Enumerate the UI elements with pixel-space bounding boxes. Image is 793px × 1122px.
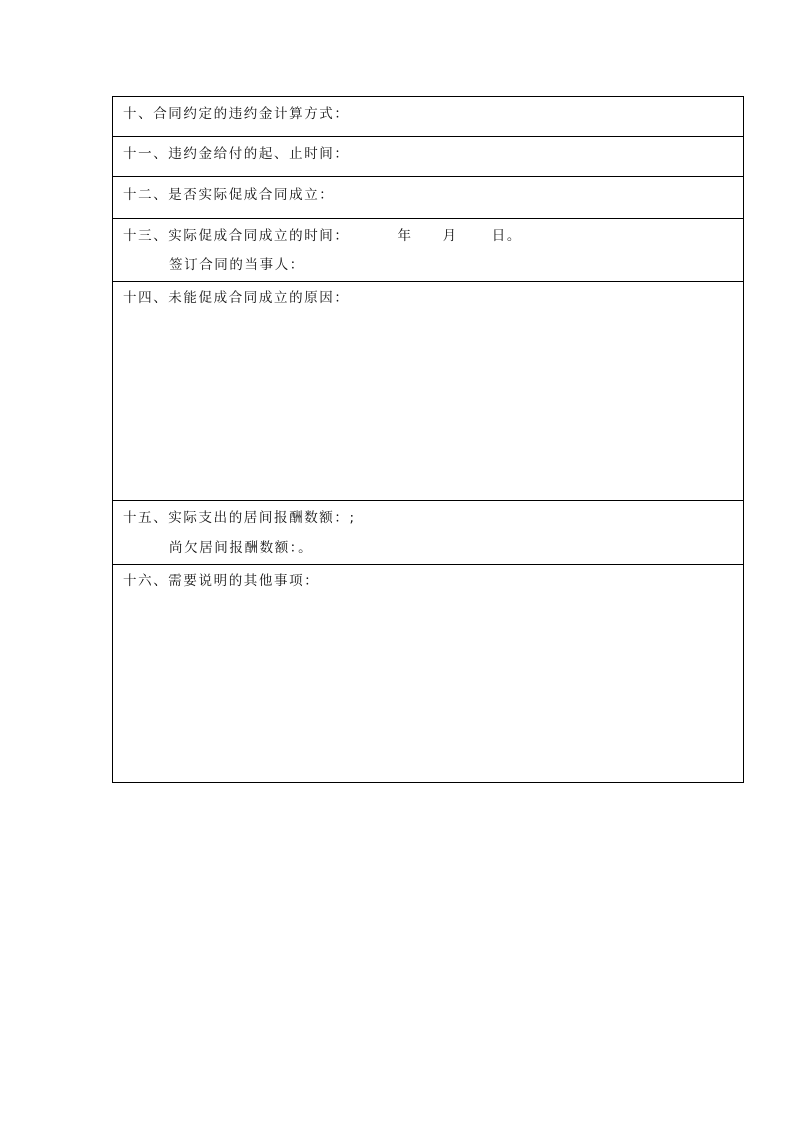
remuneration-owed-label: 尚欠居间报酬数额：。: [169, 540, 314, 556]
year-label: 年: [397, 228, 413, 244]
row-failure-reason: [113, 281, 743, 500]
contract-time-line: [123, 220, 733, 252]
mediation-form-table: [112, 96, 744, 783]
penalty-period-label: 十一、违约金给付的起、止时间：: [123, 146, 350, 162]
other-matters-label: 十六、需要说明的其他事项：: [123, 573, 320, 589]
penalty-method-label: 十、合同约定的违约金计算方式：: [123, 106, 350, 122]
row-contract-facilitated: [113, 176, 743, 218]
month-label: 月: [442, 228, 458, 244]
day-label: 日。: [491, 228, 522, 244]
row-penalty-period: [113, 136, 743, 176]
row-penalty-method: [113, 97, 743, 136]
contract-time-label: 十三、实际促成合同成立的时间：: [123, 228, 350, 244]
remuneration-paid-label: 十五、实际支出的居间报酬数额：;: [123, 510, 356, 526]
failure-reason-label: 十四、未能促成合同成立的原因：: [123, 290, 350, 306]
row-contract-time: [113, 218, 743, 281]
contract-facilitated-label: 十二、是否实际促成合同成立：: [123, 187, 335, 203]
row-other-matters: [113, 564, 743, 782]
contract-parties-label: 签订合同的当事人：: [169, 257, 305, 273]
row-remuneration: [113, 500, 743, 564]
